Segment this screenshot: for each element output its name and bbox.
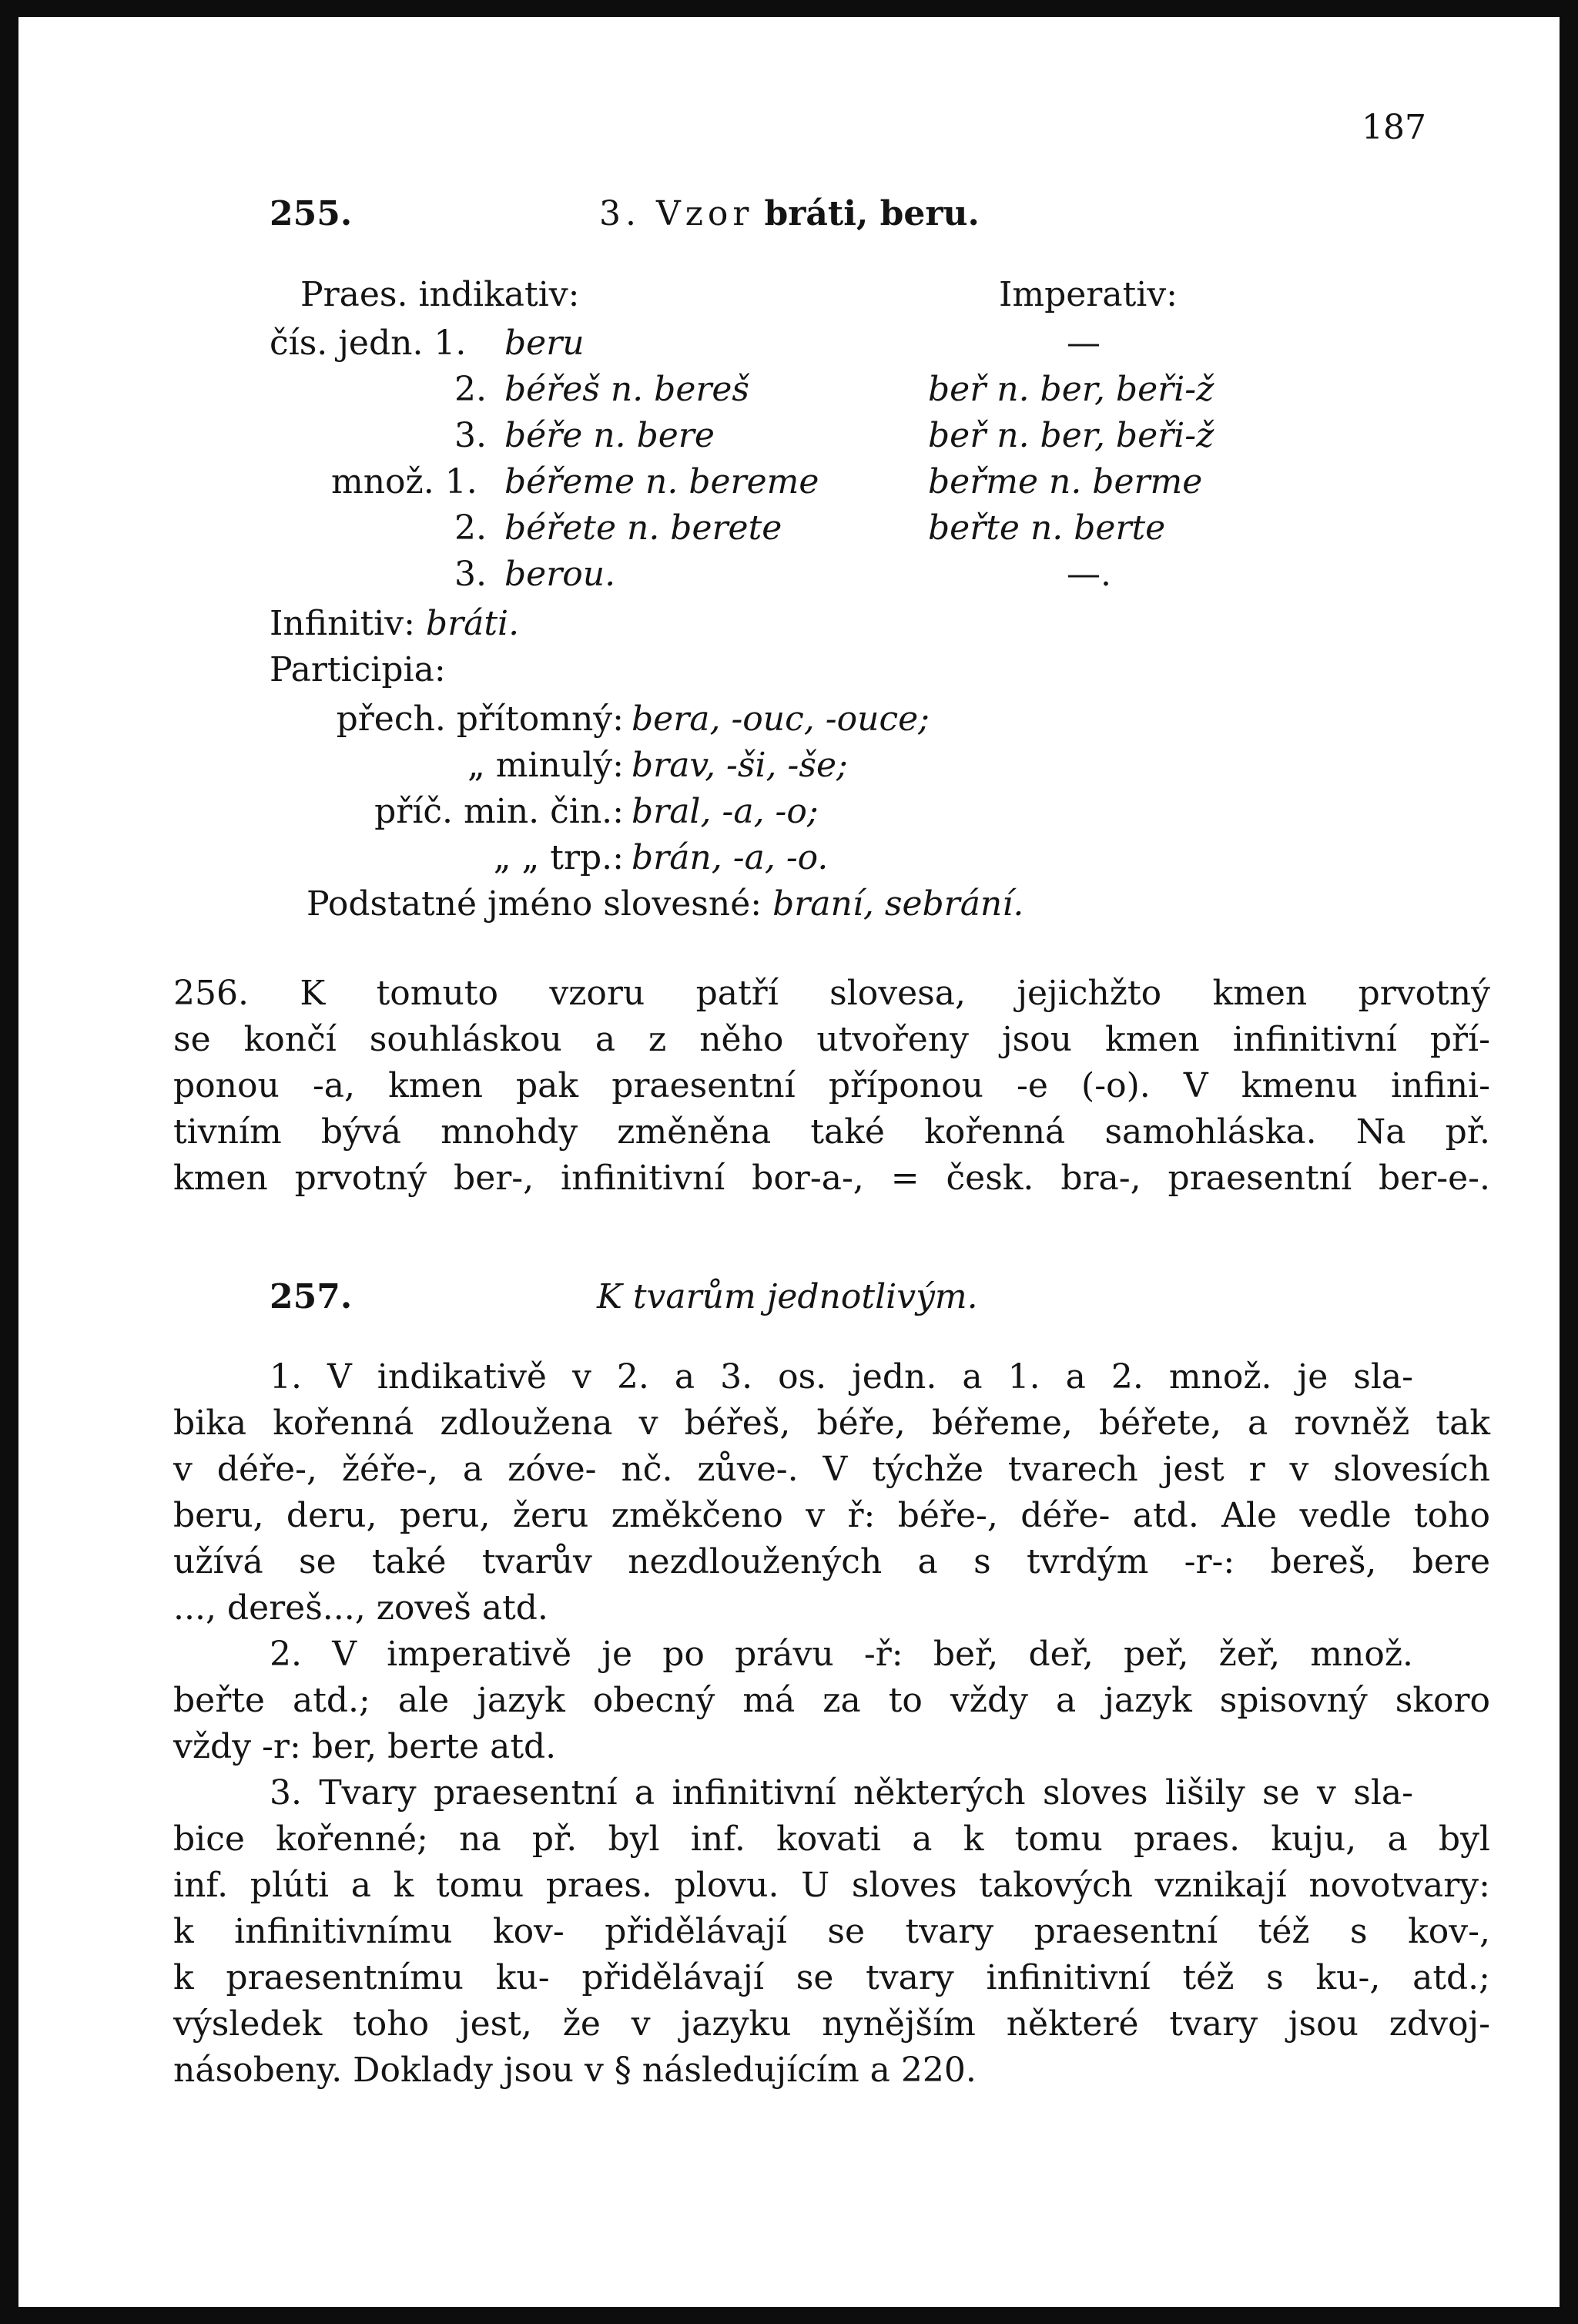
s257-line: ..., dereš..., zoveš atd. <box>173 1588 548 1628</box>
s257-line: 2. V imperativě je po právu -ř: beř, deř, peř, žeř, množ. <box>270 1635 1413 1674</box>
s257-line: bice kořenné; na př. byl inf. kovati a k tomu praes. kuju, a byl <box>173 1819 1490 1859</box>
s257-line: násobeny. Doklady jsou v § následujícím a 220. <box>173 2051 977 2090</box>
participia-label: Participia: <box>270 650 446 689</box>
scan-border-top <box>0 0 1578 17</box>
section-257-number: 257. <box>270 1277 353 1316</box>
s256-line: 256. K tomuto vzoru patří slovesa, jejichžto kmen prvotný <box>173 974 1490 1013</box>
title-bold: bráti, beru. <box>764 194 980 233</box>
praes-form: béřeme n. bereme <box>504 462 819 501</box>
row-label: 3. <box>454 555 487 594</box>
imperativ-heading: Imperativ: <box>999 275 1178 314</box>
s257-line: k infinitivnímu kov- přidělávají se tvary praesentní též s kov-, <box>173 1912 1490 1951</box>
row-label: 2. <box>454 370 487 409</box>
s257-line: bika kořenná zdloužena v béřeš, béře, béřeme, béřete, a rovněž tak <box>173 1403 1490 1443</box>
section-255-title <box>599 193 980 236</box>
praes-form: beru <box>504 324 585 363</box>
praes-form: béře n. bere <box>504 416 715 455</box>
row-label: množ. 1. <box>331 462 477 501</box>
participle-form: bral, -a, -o; <box>632 792 819 831</box>
infinitiv-line <box>270 602 519 646</box>
s257-line: inf. plúti a k tomu praes. plovu. U sloves takových vznikají novotvary: <box>173 1866 1490 1905</box>
participle-label: „ „ trp.: <box>493 838 624 877</box>
page-number: 187 <box>1362 108 1426 147</box>
s256-line: se končí souhláskou a z něho utvořeny jsou kmen infinitivní pří- <box>173 1020 1490 1059</box>
praes-form: béřete n. berete <box>504 508 782 548</box>
s257-line: užívá se také tvarův nezdloužených a s tvrdým -r-: bereš, bere <box>173 1542 1490 1581</box>
row-label: 3. <box>454 416 487 455</box>
scan-border-bottom <box>0 2307 1578 2324</box>
infinitiv-label: Infinitiv: <box>270 604 415 643</box>
imp-form: — <box>1067 324 1101 363</box>
scan-border-left <box>0 0 18 2324</box>
verbal-noun-form: braní, sebrání. <box>772 884 1024 924</box>
section-257-title: K tvarům jednotlivým. <box>597 1277 978 1316</box>
s257-line: beru, deru, peru, žeru změkčeno v ř: béře-, déře- atd. Ale vedle toho <box>173 1496 1490 1535</box>
participle-label: příč. min. čin.: <box>374 792 624 831</box>
imp-form: —. <box>1067 555 1111 594</box>
imp-form: beřte n. berte <box>928 508 1166 548</box>
s257-line: 1. V indikativě v 2. a 3. os. jedn. a 1. a 2. množ. je sla- <box>270 1357 1413 1397</box>
praes-heading: Praes. indikativ: <box>300 275 580 314</box>
s256-line: kmen prvotný ber-, infinitivní bor-a-, = česk. bra-, praesentní ber-e-. <box>173 1159 1490 1198</box>
verbal-noun-label: Podstatné jméno slovesné: <box>307 884 762 924</box>
scan-border-right <box>1560 0 1578 2324</box>
participle-form: bera, -ouc, -ouce; <box>632 699 930 739</box>
row-label: 2. <box>454 508 487 548</box>
s257-line: vždy -r: ber, berte atd. <box>173 1727 557 1766</box>
participle-form: brav, -ši, -še; <box>632 746 848 785</box>
s257-line: v déře-, žéře-, a zóve- nč. zůve-. V týchže tvarech jest r v slovesích <box>173 1450 1490 1489</box>
section-255-number: 255. <box>270 194 353 233</box>
verbal-noun-line <box>307 883 1024 926</box>
infinitiv-form: bráti. <box>425 604 520 643</box>
imp-form: beř n. ber, beři-ž <box>928 370 1214 409</box>
participle-label: přech. přítomný: <box>336 699 624 739</box>
row-label: čís. jedn. 1. <box>270 324 467 363</box>
s257-line: 3. Tvary praesentní a infinitivní některých sloves lišily se v sla- <box>270 1773 1413 1813</box>
s257-line: beřte atd.; ale jazyk obecný má za to vždy a jazyk spisovný skoro <box>173 1681 1490 1720</box>
praes-form: béřeš n. bereš <box>504 370 750 409</box>
participle-form: brán, -a, -o. <box>632 838 829 877</box>
s257-line: k praesentnímu ku- přidělávají se tvary infinitivní též s ku-, atd.; <box>173 1958 1490 1997</box>
participle-label: „ minulý: <box>467 746 624 785</box>
s256-line: tivním bývá mnohdy změněna také kořenná samohláska. Na př. <box>173 1112 1490 1152</box>
s257-line: výsledek toho jest, že v jazyku nynějším některé tvary jsou zdvoj- <box>173 2004 1490 2044</box>
imp-form: beř n. ber, beři-ž <box>928 416 1214 455</box>
praes-form: berou. <box>504 555 616 594</box>
title-prefix: 3. Vzor <box>599 194 754 233</box>
imp-form: beřme n. berme <box>928 462 1203 501</box>
s256-line: ponou -a, kmen pak praesentní příponou -e (-o). V kmenu infini- <box>173 1066 1490 1105</box>
